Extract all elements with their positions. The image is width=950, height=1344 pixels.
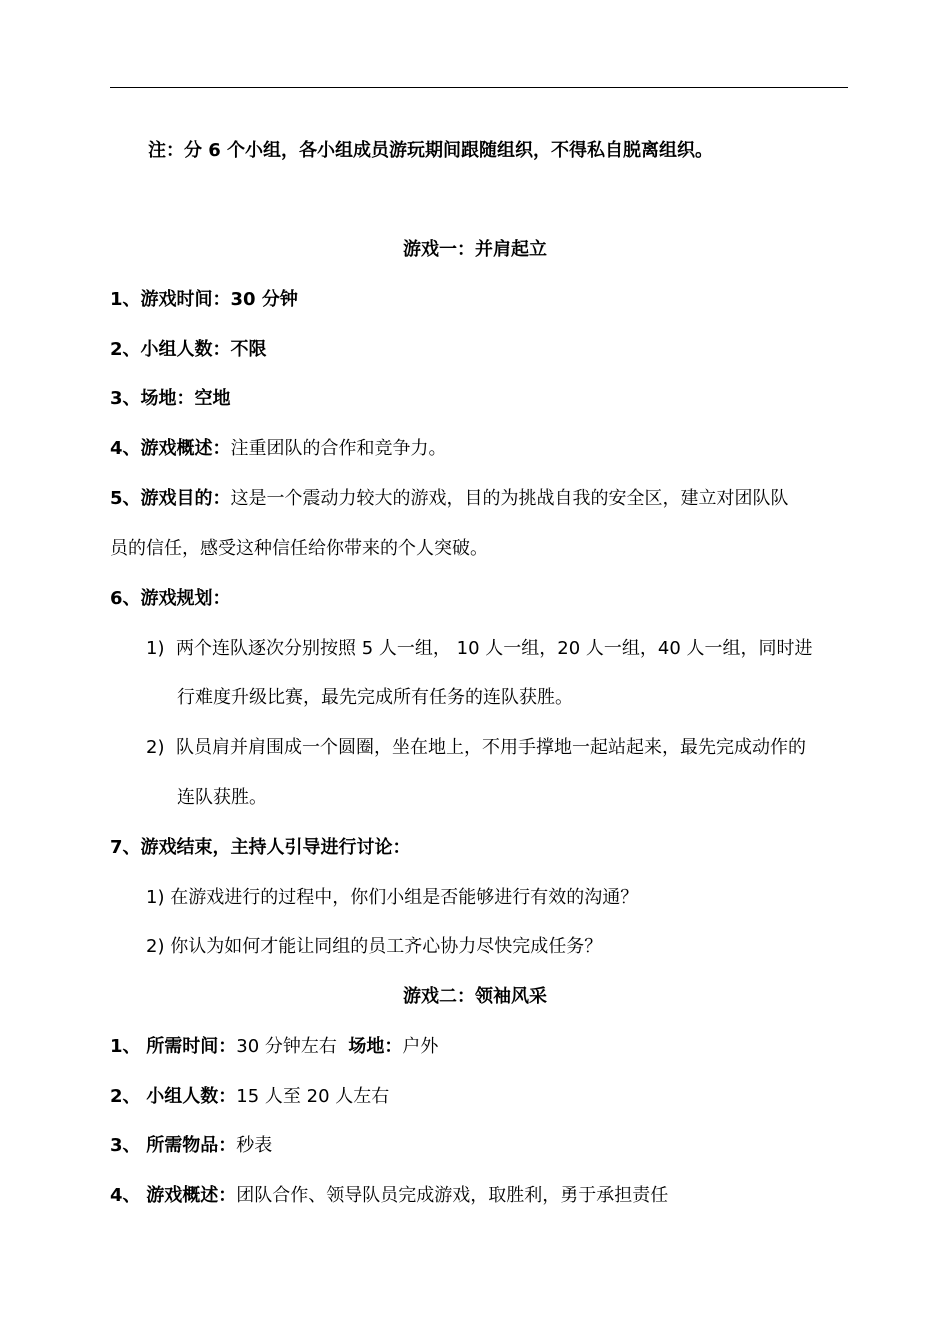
- item-number: 6、: [110, 588, 141, 609]
- discussion-question: [146, 935, 602, 959]
- group-note: 注：分 6 个小组，各小组成员游玩期间跟随组织，不得私自脱离组织。: [148, 140, 714, 161]
- game1-item-plan: [110, 587, 231, 611]
- item-number: 7、: [110, 837, 141, 858]
- item-label: 场地：: [140, 388, 195, 409]
- item-label: 所需时间：: [146, 1036, 237, 1057]
- game2-item-time-venue: [110, 1035, 438, 1059]
- discussion-question: [146, 886, 638, 910]
- item-value: 30 分钟左右: [236, 1036, 337, 1057]
- question-number: 2): [146, 936, 165, 957]
- plan-step: [146, 736, 806, 760]
- item-value: 注重团队的合作和竞争力。: [230, 438, 447, 459]
- item-value: 团队合作、领导队员完成游戏，取胜利，勇于承担责任: [236, 1185, 669, 1206]
- game2-item-group-size: [110, 1085, 389, 1109]
- game1-item-purpose-continued: 员的信任，感受这种信任给你带来的个人突破。: [110, 538, 488, 559]
- item-label: 游戏规划：: [140, 588, 231, 609]
- game1-item-purpose: [110, 487, 789, 511]
- item-label: 游戏目的：: [140, 488, 231, 509]
- game1-item-venue: [110, 387, 231, 411]
- item-number: 3、: [110, 1135, 141, 1156]
- item-label: 场地：: [348, 1036, 403, 1057]
- item-label: 小组人数：: [146, 1086, 237, 1107]
- plan-step-continued: 连队获胜。: [177, 787, 267, 808]
- item-number: 2、: [110, 339, 141, 360]
- item-number: 2、: [110, 1086, 141, 1107]
- plan-step-continued: 行难度升级比赛，最先完成所有任务的连队获胜。: [177, 687, 573, 708]
- item-number: 1、: [110, 1036, 141, 1057]
- game2-item-overview: [110, 1184, 668, 1208]
- item-value: 不限: [230, 339, 267, 360]
- item-label: 游戏时间：: [140, 289, 231, 310]
- step-text: 队员肩并肩围成一个圆圈，坐在地上，不用手撑地一起站起来，最先完成动作的: [176, 737, 806, 758]
- game1-title: 游戏一：并肩起立: [403, 239, 547, 260]
- game1-item-time: [110, 288, 298, 312]
- item-value: 这是一个震动力较大的游戏，目的为挑战自我的安全区，建立对团队队: [230, 488, 789, 509]
- plan-step: [146, 637, 813, 661]
- header-rule: [110, 87, 848, 88]
- item-value: 秒表: [236, 1135, 273, 1156]
- step-number: 1): [146, 638, 165, 659]
- item-label: 游戏概述：: [146, 1185, 237, 1206]
- item-value: 户外: [402, 1036, 439, 1057]
- item-number: 1、: [110, 289, 141, 310]
- item-label: 游戏概述：: [140, 438, 231, 459]
- item-label: 所需物品：: [146, 1135, 237, 1156]
- item-value: 30 分钟: [230, 289, 298, 310]
- game1-item-overview: [110, 437, 447, 461]
- item-number: 3、: [110, 388, 141, 409]
- game2-item-supplies: [110, 1134, 272, 1158]
- game1-item-group-size: [110, 338, 267, 362]
- step-number: 2): [146, 737, 165, 758]
- question-text: 你认为如何才能让同组的员工齐心协力尽快完成任务？: [170, 936, 603, 957]
- item-value: 空地: [194, 388, 231, 409]
- step-text: 两个连队逐次分别按照 5 人一组， 10 人一组，20 人一组，40 人一组，同时进: [176, 638, 813, 659]
- question-number: 1): [146, 887, 165, 908]
- question-text: 在游戏进行的过程中，你们小组是否能够进行有效的沟通？: [170, 887, 639, 908]
- item-value: 15 人至 20 人左右: [236, 1086, 390, 1107]
- game2-title: 游戏二：领袖风采: [403, 986, 547, 1007]
- item-number: 4、: [110, 1185, 141, 1206]
- game1-discussion: [110, 836, 411, 860]
- item-label: 游戏结束，主持人引导进行讨论：: [140, 837, 411, 858]
- item-label: 小组人数：: [140, 339, 231, 360]
- item-number: 5、: [110, 488, 141, 509]
- item-number: 4、: [110, 438, 141, 459]
